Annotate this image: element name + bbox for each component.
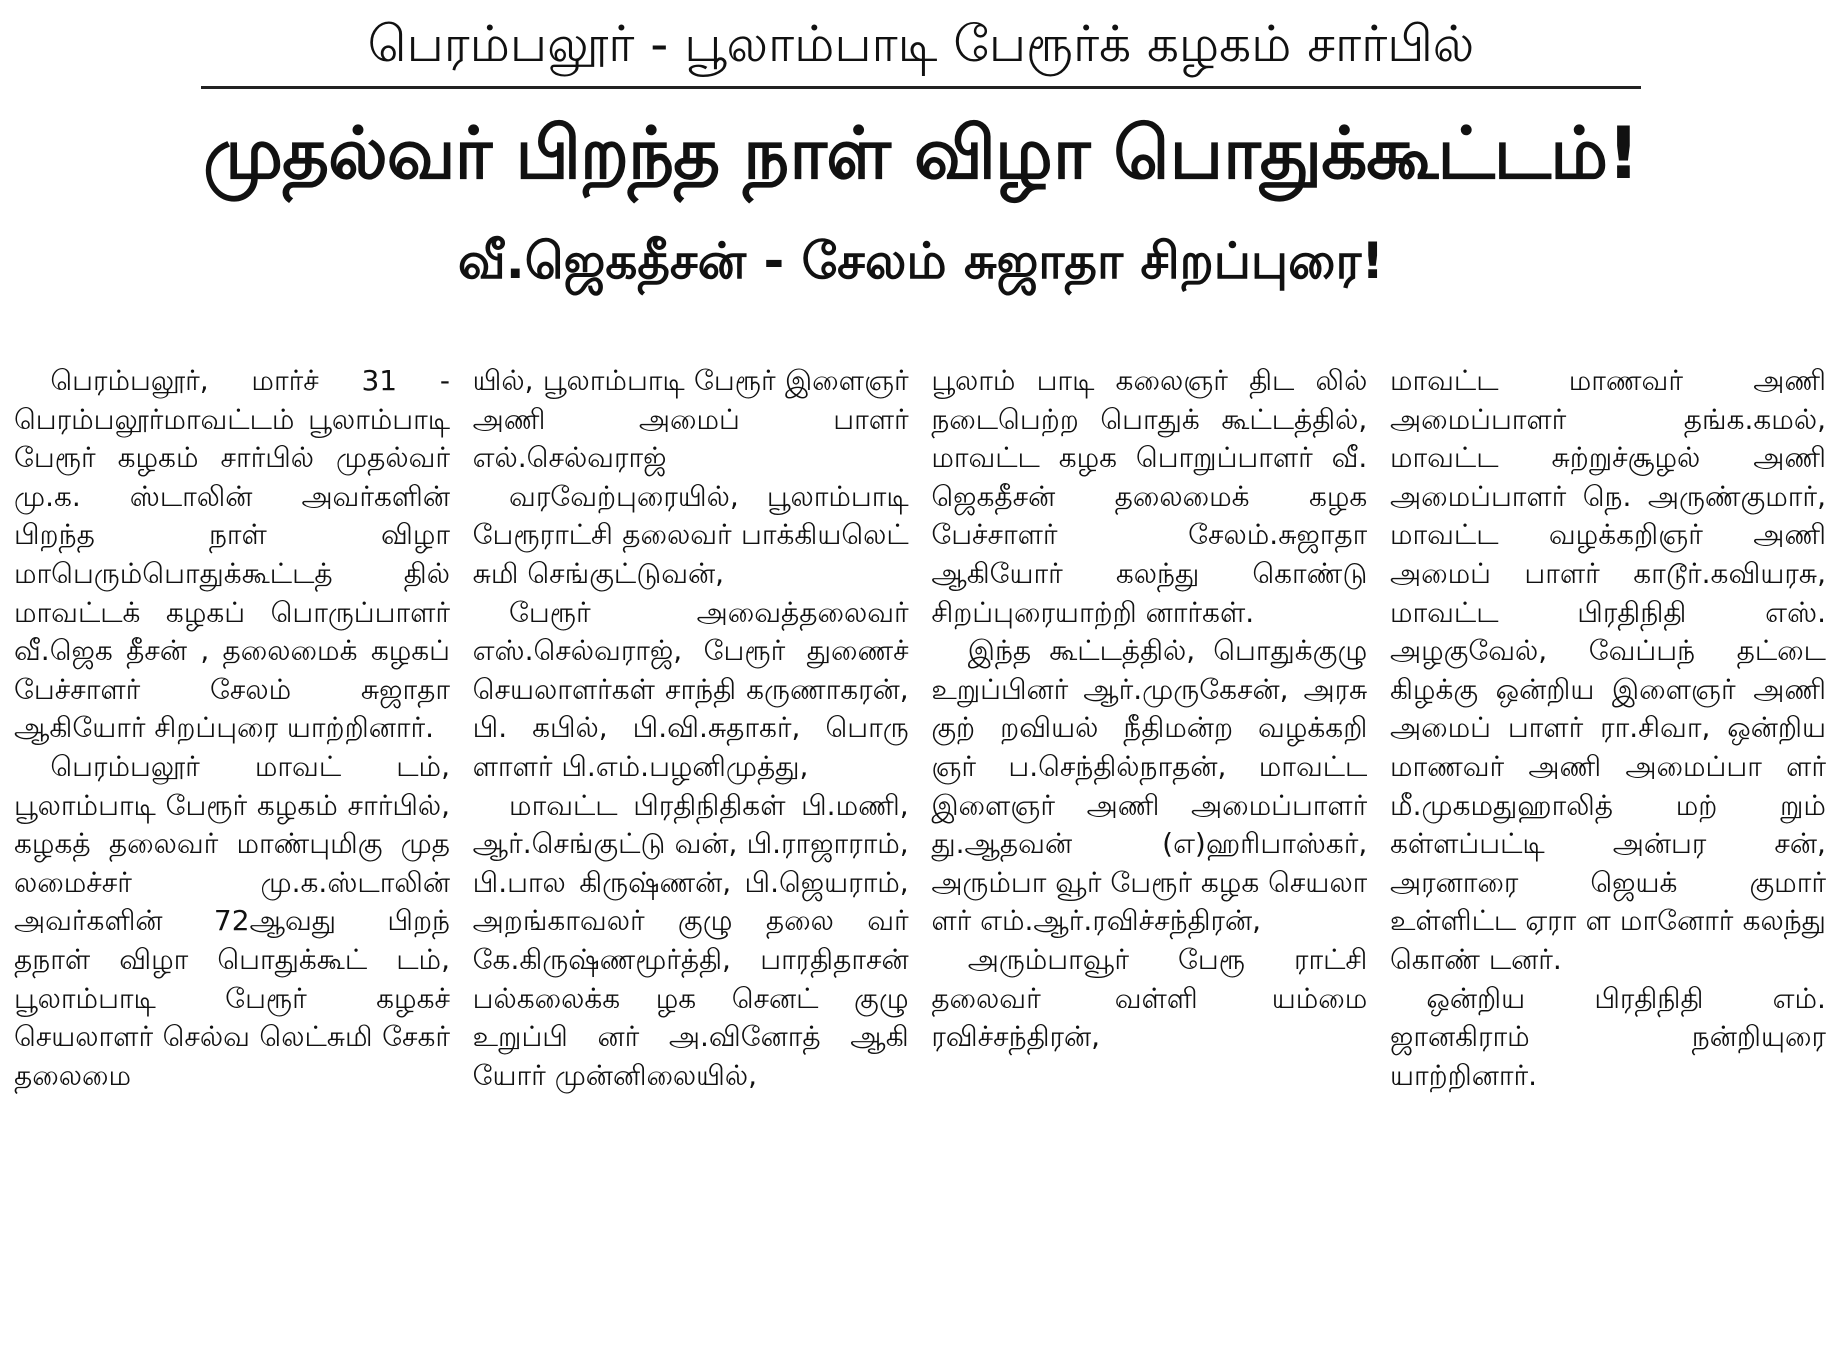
column-3 (931, 362, 1367, 1346)
paragraph: பூலாம் பாடி கலைஞர் திட லில் நடைபெற்ற பொதுக் கூட்டத்தில், மாவட்ட கழக பொறுப்பாளர் வீ. ஜெகதீசன் தலைமைக் கழக பேச்சாளர் சேலம்.சுஜாதா ஆகியோர் கலந்து கொண்டு சிறப்புரையாற்றி னார்கள். (931, 364, 1368, 629)
paragraph: பேரூர் அவைத்தலைவர் எஸ்.செல்வராஜ், பேரூர் துணைச் செயலாளர்கள் சாந்தி கருணாகரன், பி. கபில், பி.வி.சுதாகர், பொரு ளாளர் பி.எம்.பழனிமுத்து, (472, 595, 909, 783)
column-2 (473, 362, 909, 1346)
paragraph: பெரம்பலூர் மாவட் டம், பூலாம்பாடி பேரூர் கழகம் சார்பில், கழகத் தலைவர் மாண்புமிகு முத லமைச்சர் மு.க.ஸ்டாலின் அவர்களின் 72ஆவது பிறந் தநாள் விழா பொதுக்கூட் டம், பூலாம்பாடி பேரூர் கழகச் செயலாளர் செல்வ லெட்சுமி சேகர் தலைமை (14, 749, 450, 1092)
paragraph: ஒன்றிய பிரதிநிதி எம். ஜானகிராம் நன்றியுரை யாற்றினார். (1389, 981, 1826, 1092)
subhead: வீ.ஜெகதீசன் - சேலம் சுஜாதா சிறப்புரை! (457, 232, 1385, 290)
headline: முதல்வர் பிறந்த நாள் விழா பொதுக்கூட்டம்! (203, 111, 1639, 195)
paragraph: மாவட்ட பிரதிநிதிகள் பி.மணி, ஆர்.செங்குட்டு வன், பி.ராஜாராம், பி.பால கிருஷ்ணன், பி.ஜெயராம், அறங்காவலர் குழு தலை வர் கே.கிருஷ்ணமூர்த்தி, பாரதிதாசன் பல்கலைக்க ழக செனட் குழு உறுப்பி னர் அ.வினோத் ஆகி யோர் முன்னிலையில், (472, 788, 909, 1092)
paragraph: அரும்பாவூர் பேரூ ராட்சி தலைவர் வள்ளி யம்மை ரவிச்சந்திரன், (931, 942, 1368, 1054)
column-1 (14, 362, 450, 1346)
kicker: பெரம்பலூர் - பூலாம்பாடி பேரூர்க் கழகம் சார்பில் (367, 15, 1475, 73)
paragraph: பெரம்பலூர், மார்ச் 31 - பெரம்பலூர்மாவட்டம் பூலாம்பாடி பேரூர் கழகம் சார்பில் முதல்வர் மு.க. ஸ்டாலின் அவர்களின் பிறந்த நாள் விழா மாபெரும்பொதுக்கூட்டத் தில் மாவட்டக் கழகப் பொருப்பாளர் வீ.ஜெக தீசன் , தலைமைக் கழகப் பேச்சாளர் சேலம் சுஜாதா ஆகியோர் சிறப்புரை யாற்றினார். (14, 364, 450, 745)
paragraph: யில், பூலாம்பாடி பேரூர் இளைஞர் அணி அமைப் பாளர் எல்.செல்வராஜ் (472, 364, 909, 475)
article-body (14, 362, 1826, 1346)
kicker-rule (201, 86, 1641, 89)
paragraph: இந்த கூட்டத்தில், பொதுக்குழு உறுப்பினர் ஆர்.முருகேசன், அரசு குற் றவியல் நீதிமன்ற வழக்கறி ஞர் ப.செந்தில்நாதன், மாவட்ட இளைஞர் அணி அமைப்பாளர் து.ஆதவன் (எ)ஹரிபாஸ்கர், அரும்பா வூர் பேரூர் கழக செயலா ளர் எம்.ஆர்.ரவிச்சந்திரன், (931, 634, 1368, 938)
paragraph: மாவட்ட மாணவர் அணி அமைப்பாளர் தங்க.கமல், மாவட்ட சுற்றுச்சூழல் அணி அமைப்பாளர் நெ. அருண்குமார், மாவட்ட வழக்கறிஞர் அணி அமைப் பாளர் காடூர்.கவியரசு, மாவட்ட பிரதிநிதி எஸ். அழகுவேல், வேப்பந் தட்டை கிழக்கு ஒன்றிய இளைஞர் அணி அமைப் பாளர் ரா.சிவா, ஒன்றிய மாணவர் அணி அமைப்பா ளர் மீ.முகமதுஹாலித் மற் றும் கள்ளப்பட்டி அன்பர சன், அரனாரை ஜெயக் குமார் உள்ளிட்ட ஏரா ள மானோர் கலந்து கொண் டனர். (1389, 364, 1826, 976)
paragraph: வரவேற்புரையில், பூலாம்பாடி பேரூராட்சி தலைவர் பாக்கியலெட் சுமி செங்குட்டுவன், (472, 479, 909, 590)
column-4 (1390, 362, 1826, 1346)
